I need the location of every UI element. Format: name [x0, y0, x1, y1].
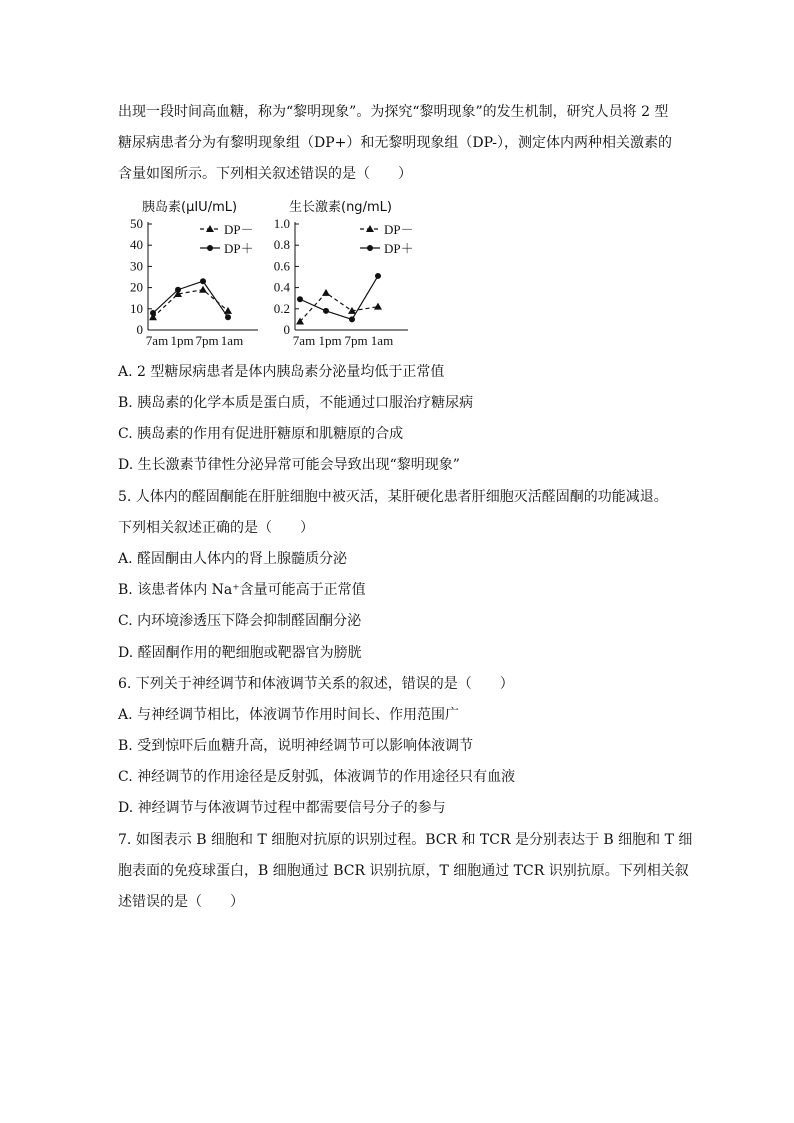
q5-option-c: C. 内环境渗透压下降会抑制醛固酮分泌: [118, 613, 362, 629]
q4-option-b: B. 胰岛素的化学本质是蛋白质，不能通过口服治疗糖尿病: [118, 395, 474, 411]
insulin-x-tick-label: 7am: [145, 333, 169, 348]
insulin-point-circle: [225, 314, 231, 320]
gh-point-triangle: [374, 303, 382, 310]
gh-x-tick-label: 7am: [292, 333, 316, 348]
insulin-y-tick-label: 50: [130, 216, 143, 231]
q5-option-a: A. 醛固酮由人体内的肾上腺髓质分泌: [118, 551, 348, 567]
insulin-chart-title: 胰岛素(μIU/mL): [142, 200, 238, 215]
q6-option-a: A. 与神经调节相比，体液调节作用时间长、作用范围广: [118, 707, 460, 723]
insulin-x-tick-label: 7pm: [195, 333, 219, 348]
q7-stem-line-1: 7. 如图表示 B 细胞和 T 细胞对抗原的识别过程。BCR 和 TCR 是分别表达于 B 细胞和 T 细: [118, 832, 693, 848]
gh-y-tick-label: 1.0: [273, 216, 290, 231]
insulin-y-tick-label: 20: [130, 279, 143, 295]
gh-series-line: [300, 276, 378, 319]
q6-option-b: B. 受到惊吓后血糖升高，说明神经调节可以影响体液调节: [118, 738, 474, 754]
insulin-point-circle: [150, 310, 156, 316]
gh-legend-marker: [367, 245, 373, 251]
q5-option-d: D. 醛固酮作用的靶细胞或靶器官为膀胱: [118, 645, 362, 661]
gh-y-tick-label: 0: [283, 322, 290, 337]
insulin-legend-label: DP－: [224, 222, 254, 237]
q5-option-b: B. 该患者体内 Na⁺含量可能高于正常值: [118, 582, 366, 598]
insulin-point-circle: [175, 287, 181, 293]
insulin-y-tick-label: 0: [136, 322, 143, 337]
insulin-point-triangle: [199, 286, 207, 293]
gh-y-tick-label: 0.4: [273, 279, 290, 295]
q4-option-d: D. 生长激素节律性分泌异常可能会导致出现“黎明现象”: [118, 457, 460, 473]
q5-stem-line-1: 5. 人体内的醛固酮能在肝脏细胞中被灭活，某肝硬化患者肝细胞灭活醛固酮的功能减退。: [118, 489, 668, 505]
intro-line-1: 出现一段时间高血糖，称为“黎明现象”。为探究“黎明现象”的发生机制，研究人员将 2 型: [118, 104, 669, 120]
q4-option-c: C. 胰岛素的作用有促进肝糖原和肌糖原的合成: [118, 426, 404, 442]
q6-option-d: D. 神经调节与体液调节过程中都需要信号分子的参与: [118, 800, 446, 816]
gh-chart-title: 生长激素(ng/mL): [289, 200, 392, 215]
gh-y-tick-label: 0.6: [273, 258, 290, 274]
gh-x-tick-label: 7pm: [344, 333, 368, 348]
gh-point-circle: [323, 308, 329, 314]
q4-option-a: A. 2 型糖尿病患者是体内胰岛素分泌量均低于正常值: [118, 364, 445, 380]
insulin-x-tick-label: 1pm: [170, 333, 194, 348]
q6-stem-line-1: 6. 下列关于神经调节和体液调节关系的叙述，错误的是（ ）: [118, 676, 514, 692]
insulin-chart: [118, 198, 268, 350]
q7-stem-line-3: 述错误的是（ ）: [118, 894, 244, 910]
intro-line-3: 含量如图所示。下列相关叙述错误的是（ ）: [118, 166, 412, 182]
insulin-x-tick-label: 1am: [220, 333, 244, 348]
insulin-legend-label: DP＋: [224, 241, 254, 256]
growth-hormone-chart-svg: [268, 198, 428, 350]
gh-x-tick-label: 1am: [370, 333, 394, 348]
gh-series-line: [300, 293, 378, 322]
insulin-series-line: [153, 290, 228, 318]
q5-stem-line-2: 下列相关叙述正确的是（ ）: [118, 520, 314, 536]
gh-legend-label: DP＋: [384, 241, 414, 256]
q7-stem-line-2: 胞表面的免疫球蛋白，B 细胞通过 BCR 识别抗原，T 细胞通过 TCR 识别抗原。下列相关叙: [118, 863, 689, 879]
gh-point-triangle: [322, 289, 330, 296]
insulin-chart-svg: [118, 198, 268, 350]
gh-y-tick-label: 0.2: [273, 300, 290, 316]
intro-line-2: 糖尿病患者分为有黎明现象组（DP+）和无黎明现象组（DP-），测定体内两种相关激素的: [118, 135, 672, 151]
gh-legend-label: DP－: [384, 222, 414, 237]
gh-point-triangle: [296, 318, 304, 325]
gh-point-circle: [297, 296, 303, 302]
gh-point-circle: [375, 273, 381, 279]
q6-option-c: C. 神经调节的作用途径是反射弧，体液调节的作用途径只有血液: [118, 769, 516, 785]
gh-point-circle: [349, 316, 355, 322]
insulin-point-circle: [200, 278, 206, 284]
gh-y-tick-label: 0.8: [273, 237, 290, 253]
gh-x-tick-label: 1pm: [318, 333, 342, 348]
insulin-y-tick-label: 10: [130, 300, 143, 316]
growth-hormone-chart: [268, 198, 428, 350]
insulin-series-line: [153, 281, 228, 317]
insulin-y-tick-label: 30: [130, 258, 143, 274]
insulin-y-tick-label: 40: [130, 237, 143, 253]
insulin-legend-marker: [207, 245, 213, 251]
